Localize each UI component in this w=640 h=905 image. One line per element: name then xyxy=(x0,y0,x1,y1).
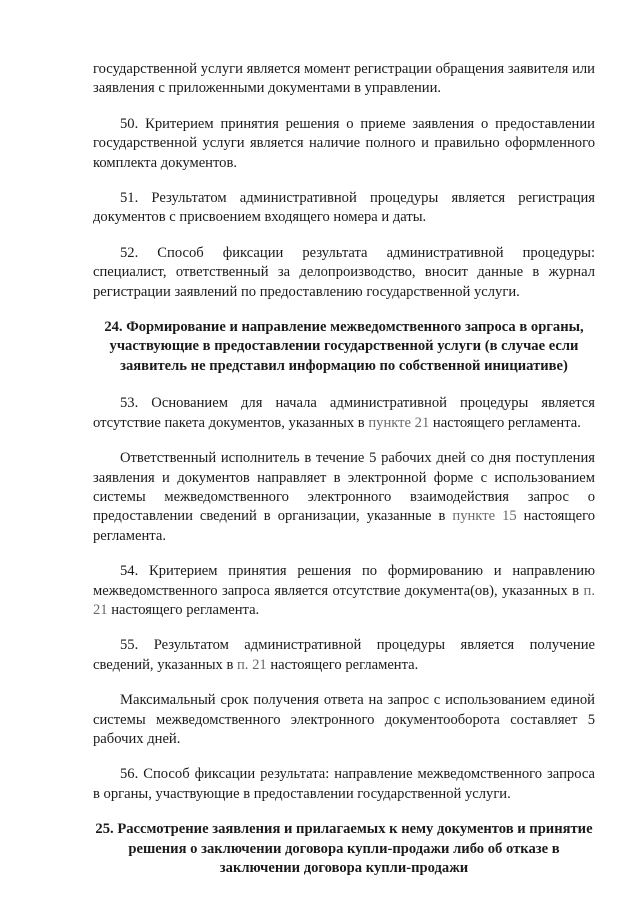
reference-link: п. 21 xyxy=(93,582,595,618)
paragraph-55 xyxy=(93,636,595,675)
reference-link: п. 21 xyxy=(237,656,267,673)
paragraph-54 xyxy=(93,562,595,620)
paragraph-55-continued: Максимальный срок получения ответа на запрос с использованием единой системы межведомственного электронного документооборота составляет 5 рабочих дней. xyxy=(93,692,595,747)
reference-link: пункте 21 xyxy=(368,414,430,431)
paragraph-55-text: 55. Результатом административной процедуры является получение сведений, указанных в xyxy=(93,637,595,673)
paragraph-continued: государственной услуги является момент регистрации обращения заявителя или заявления с приложенными документами в управлении. xyxy=(93,61,595,97)
paragraph-53-tail: настоящего регламента. xyxy=(429,414,581,431)
paragraph-51: 51. Результатом административной процедуры является регистрация документов с присвоением входящего номера и даты. xyxy=(93,190,595,226)
paragraph-56: 56. Способ фиксации результата: направление межведомственного запроса в органы, участвующие в предоставлении государственной услуги. xyxy=(93,766,595,802)
paragraph-53 xyxy=(93,394,595,433)
paragraph-54-text: 54. Критерием принятия решения по формированию и направлению межведомственного запроса является отсутствие документа(ов), указанных в xyxy=(93,563,595,599)
paragraph-53b-text: Ответственный исполнитель в течение 5 рабочих дней со дня поступления заявления и документов направляет в электронной форме с использованием системы межведомственного электронного взаимодействия запрос о предоставлении сведений в организации, указанные в xyxy=(93,450,595,525)
paragraph-53-text: 53. Основанием для начала административной процедуры является отсутствие пакета документов, указанных в xyxy=(93,395,595,431)
paragraph-52: 52. Способ фиксации результата административной процедуры: специалист, ответственный за делопроизводство, вносит данные в журнал регистрации заявлений по предоставлению государственной услуги. xyxy=(93,244,595,300)
paragraph-53b-tail: настоящего регламента. xyxy=(93,508,595,544)
section-heading-25: 25. Рассмотрение заявления и прилагаемых к нему документов и принятие решения о заключении договора купли-продажи либо об отказе в заключении договора купли-продажи xyxy=(95,821,593,876)
document-body xyxy=(93,60,595,896)
paragraph-53-continued xyxy=(93,449,595,546)
paragraph-55-tail: настоящего регламента. xyxy=(266,656,419,673)
paragraph-50: 50. Критерием принятия решения о приеме заявления о предоставлении государственной услуги является наличие полного и правильно оформленного комплекта документов. xyxy=(93,115,595,171)
paragraph-54-tail: настоящего регламента. xyxy=(107,601,260,618)
reference-link: пункте 15 xyxy=(452,508,517,525)
section-heading-24: 24. Формирование и направление межведомственного запроса в органы, участвующие в предоставлении государственной услуги (в случае если заявитель не представил информацию по собственной инициативе) xyxy=(104,319,584,374)
